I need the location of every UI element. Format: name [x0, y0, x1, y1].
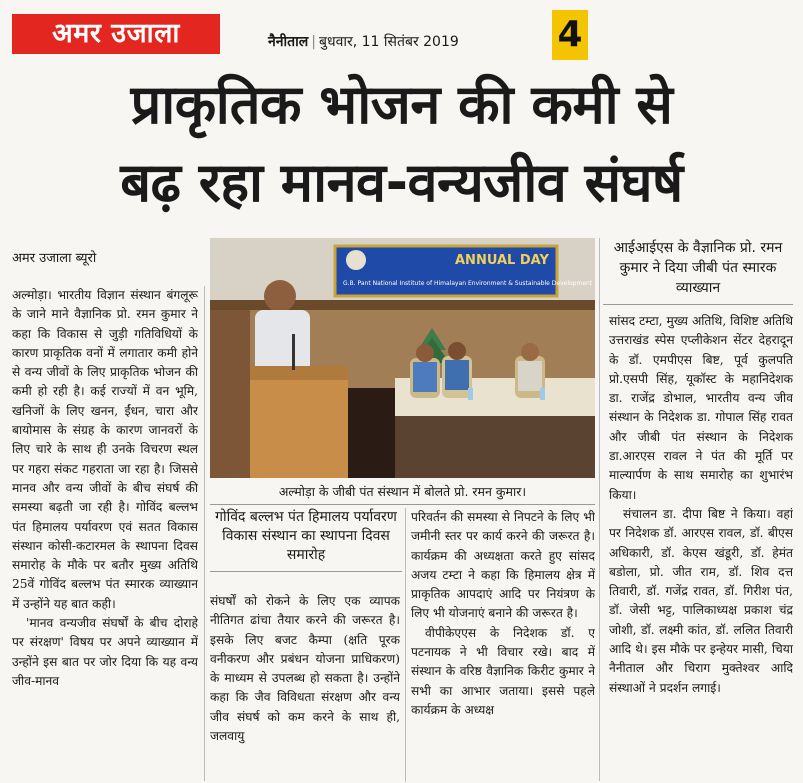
right-column-paragraph: संचालन डा. दीपा बिष्ट ने किया। वहां पर निदेशक डॉ. आरएस रावल, डॉ. बीएस अधिकारी, डॉ. केएस खंडूरी, डॉ. हेमंत बडोला, प्रो. जीत राम, डॉ. शिव दत्त तिवारी, डॉ. गजेंद्र रावत, डॉ. गिरीश पंत, डॉ. जेसी भट्ट, पालिकाध्यक्ष प्रकाश चंद्र जोशी, डॉ. लक्ष्मी कांत, डॉ. ललित तिवारी आदि थे। इस मौके पर इन्हेयर मासी, चिया नैनीताल और चिराग मुक्तेश्वर आदि संस्थाओं ने प्रदर्शन लगाई। — [609, 506, 793, 695]
photo-caption: अल्मोड़ा के जीबी पंत संस्थान में बोलते प्रो. रमन कुमार। — [210, 480, 595, 505]
right-column-paragraph: सांसद टम्टा, मुख्य अतिथि, विशिष्ट अतिथि उत्तराखंड स्पेस एप्लीकेशन सेंटर देहरादून के डॉ. एमपीएस बिष्ट, पूर्व कुलपति प्रो.एसपी सिंह, यूकॉस्ट के महानिदेशक डा. राजेंद्र डोभाल, भारतीय वन्य जीव संस्थान के निदेशक डा. गोपाल सिंह रावत और जीबी पंत संस्थान के निदेशक डा.आरएस रावल ने पंत की मूर्ति पर माल्यार्पण के साथ समारोह का शुभारंभ किया। — [609, 314, 793, 502]
dateline-date: बुधवार, 11 सितंबर 2019 — [318, 34, 459, 50]
news-photo — [210, 238, 595, 478]
headline — [10, 66, 793, 222]
speaker-at-podium-photo — [210, 238, 595, 478]
page-number: 4 — [552, 10, 588, 60]
headline-line-1: प्राकृतिक भोजन की कमी से — [130, 73, 673, 136]
banner-subtitle: G.B. Pant National Institute of Himalayan Environment & Sustainable Development — [343, 280, 593, 287]
column-divider — [204, 286, 205, 781]
column-3-paragraph: परिवर्तन की समस्या से निपटने के लिए भी जमीनी स्तर पर कार्य करने की जरूरत है। कार्यक्रम की अध्यक्षता करते हुए सांसद अजय टम्टा ने कहा कि हिमालय क्षेत्र में प्राकृतिक आपदाएं आदि पर नियंत्रण के लिए भी योजनाएं बनाने की जरूरत है। — [411, 510, 595, 621]
sidebar-heading: आईआईएस के वैज्ञानिक प्रो. रमन कुमार ने दिया जीबी पंत स्मारक व्याख्यान — [603, 238, 793, 305]
article-column-3 — [411, 508, 595, 782]
banner-title: ANNUAL DAY — [455, 253, 549, 268]
byline: अमर उजाला ब्यूरो — [12, 251, 97, 266]
headline-line-2: बढ़ रहा मानव-वन्यजीव संघर्ष — [120, 151, 683, 214]
sub-heading: गोविंद बल्लभ पंत हिमालय पर्यावरण विकास संस्थान का स्थापना दिवस समारोह — [210, 508, 402, 572]
column-2-paragraph: संघर्षों को रोकने के लिए एक व्यापक नीतिगत ढांचा तैयार करने की जरूरत है। इसके लिए बजट कैम्पा (क्षति पूरक वनीकरण और प्रबंधन योजना प्राधिकरण) के माध्यम से उपलब्ध हो सकता है। उन्होंने कहा कि जैव विविधता संरक्षण और वन्य जीव संघर्ष को कम करने के साथ ही, जलवायु — [210, 594, 400, 744]
dateline-city: नैनीताल — [268, 34, 309, 50]
column-1-paragraph: अल्मोड़ा। भारतीय विज्ञान संस्थान बंगलूरू के जाने माने वैज्ञानिक प्रो. रमन कुमार ने कहा कि विकास से जुड़ी गतिविधियों के कारण प्राकृतिक वनों में लगातार कमी होने से वन्य जीवों के लिए प्राकृतिक भोजन की कमी हो रही है। कई राज्यों में वन भूमि, खनिजों के लिए खनन, ईंधन, चारा और बायोमास के संग्रह के कारण जानवरों के लिए चारे के साथ ही उनके विचरण स्थल पर गहरा संकट गहराता जा रहा है। जिससे मानव और वन्य जीवों के बीच संघर्ष की समस्या बढ़ती जा रही है। गोविंद बल्लभ पंत हिमालय पर्यावरण एवं सतत विकास संस्थान कोसी-कटारमल के स्थापना दिवस समारोह के मौके पर बतौर मुख्य अतिथि 25वें गोविंद बल्लभ पंत स्मारक व्याख्यान में उन्होंने यह बात कही। — [12, 288, 198, 611]
dateline-separator: | — [311, 34, 316, 50]
dateline — [268, 32, 459, 51]
column-divider — [405, 508, 406, 782]
newspaper-logo: अमर उजाला — [12, 14, 220, 54]
article-column-2 — [210, 592, 400, 782]
column-divider — [599, 238, 600, 781]
column-1-paragraph: 'मानव वन्यजीव संघर्षों के बीच दोराहे पर संरक्षण' विषय पर अपने व्याख्यान में उन्होंने इस बात पर जोर दिया कि यह वन्य जीव-मानव — [12, 616, 198, 688]
article-column-1 — [12, 286, 198, 781]
masthead — [0, 0, 803, 66]
column-3-paragraph: वीपीकेएएस के निदेशक डॉ. ए पटनायक ने भी विचार रखे। बाद में संस्थान के वरिष्ठ वैज्ञानिक किरीट कुमार ने सभी का आभार जताया। इससे पहले कार्यक्रम के अध्यक्ष — [411, 625, 595, 717]
article-column-right — [609, 312, 793, 782]
